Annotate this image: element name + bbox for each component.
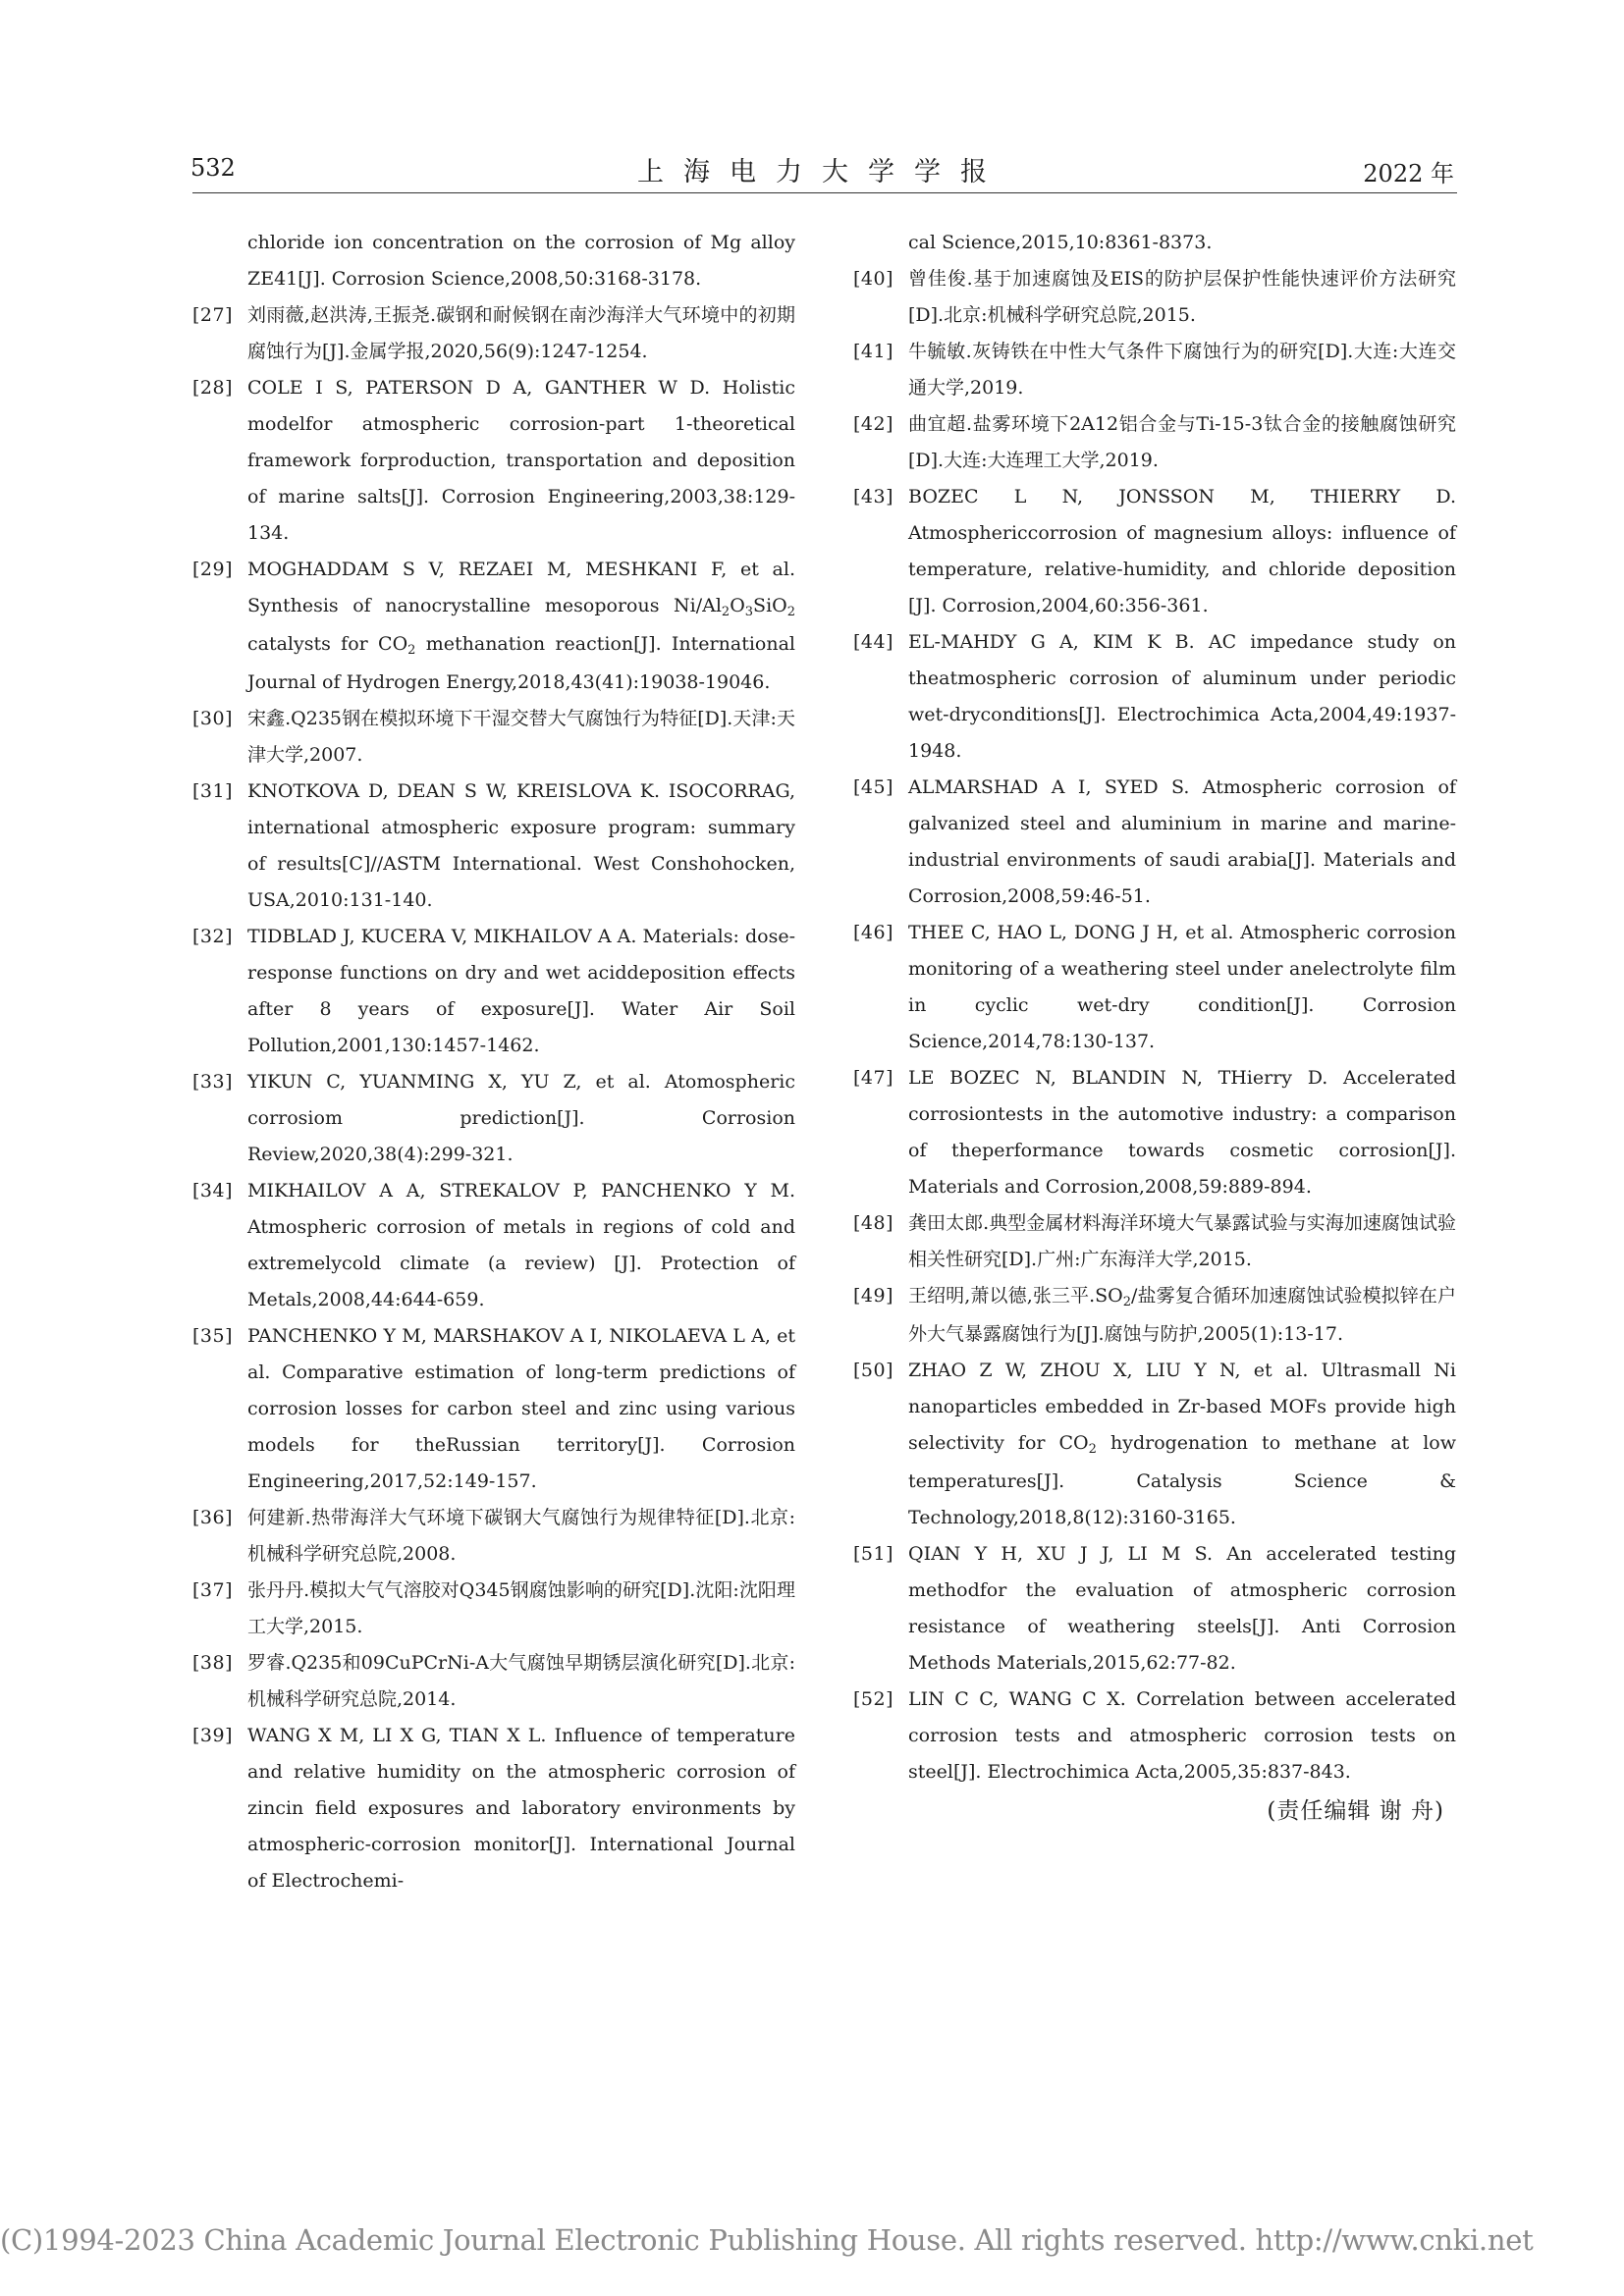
reference-segment: ZHAO Z W, ZHOU X, LIU Y N, et al. Ultrasmall Ni nanoparticles embedded in Zr-based MOFs provide high selectivity for CO (908, 1360, 1456, 1454)
reference-segment: 罗睿.Q235和09CuPCrNi-A大气腐蚀早期锈层演化研究[D].北京:机械科学研究总院,2014. (247, 1652, 795, 1710)
reference-segment: 何建新.热带海洋大气环境下碳钢大气腐蚀行为规律特征[D].北京:机械科学研究总院,2008. (247, 1507, 795, 1565)
reference-number: [31] (192, 780, 234, 802)
reference-number: [52] (853, 1688, 894, 1710)
reference-number: [38] (192, 1652, 234, 1674)
reference-number: [47] (853, 1067, 894, 1089)
journal-title: 上海电力大学学报 (637, 157, 1006, 187)
reference-text (908, 479, 1456, 624)
reference-text (908, 261, 1456, 334)
reference-entry (192, 370, 795, 552)
reference-segment: hydrogenation to methane at low temperatures[J]. Catalysis Science & Technology,2018,8(12):3160-3165. (908, 1432, 1456, 1528)
reference-text (908, 406, 1456, 479)
reference-segment: MIKHAILOV A A, STREKALOV P, PANCHENKO Y M. Atmospheric corrosion of metals in regions of cold and extremelycold climate (a review) [J]. Protection of Metals,2008,44:644-659. (247, 1180, 795, 1310)
reference-text (247, 1500, 795, 1573)
reference-number: [41] (853, 341, 894, 362)
reference-text (247, 1645, 795, 1718)
reference-segment: THEE C, HAO L, DONG J H, et al. Atmospheric corrosion monitoring of a weathering steel under anelectrolyte film in cyclic wet-dry condition[J]. Corrosion Science,2014,78:130-137. (908, 922, 1456, 1052)
reference-segment: /盐雾复合循环加速腐蚀试验模拟锌在户外大气暴露腐蚀行为[J].腐蚀与防护,2005(1):13-17. (908, 1285, 1456, 1345)
reference-text (247, 1718, 795, 1899)
reference-segment: EL-MAHDY G A, KIM K B. AC impedance study on theatmospheric corrosion of aluminum under periodic wet-dryconditions[J]. Electrochimica Acta,2004,49:1937-1948. (908, 631, 1456, 762)
reference-segment: YIKUN C, YUANMING X, YU Z, et al. Atomospheric corrosiom prediction[J]. Corrosion Review,2020,38(4):299-321. (247, 1071, 795, 1165)
reference-segment: methanation reaction[J]. International Journal of Hydrogen Energy,2018,43(41):19038-19046. (247, 633, 795, 693)
reference-entry (853, 624, 1456, 770)
subscript: 3 (744, 605, 754, 619)
reference-entry (853, 770, 1456, 915)
reference-entry (853, 1682, 1456, 1790)
reference-segment: LE BOZEC N, BLANDIN N, THierry D. Accelerated corrosiontests in the automotive industry: a comparison of theperformance towards cosmetic corrosion[J]. Materials and Corrosion,2008,59:889-894. (908, 1067, 1456, 1198)
reference-list (853, 261, 1456, 1790)
copyright-footer: (C)1994-2023 China Academic Journal Electronic Publishing House. All rights reserved. http://www.cnki.net (0, 2223, 1534, 2257)
reference-segment: 宋鑫.Q235钢在模拟环境下干湿交替大气腐蚀行为特征[D].天津:天津大学,2007. (247, 708, 795, 766)
reference-segment: WANG X M, LI X G, TIAN X L. Influence of temperature and relative humidity on the atmospheric corrosion of zincin field exposures and laboratory environments by atmospheric-corrosion monitor[J]. International Journal of Electrochemi- (247, 1725, 795, 1892)
reference-text (247, 297, 795, 370)
reference-segment: 曲宜超.盐雾环境下2A12铝合金与Ti-15-3钛合金的接触腐蚀研究[D].大连:大连理工大学,2019. (908, 413, 1456, 471)
subscript: 2 (721, 605, 731, 619)
publication-year: 2022 年 (1363, 160, 1454, 187)
reference-text (247, 919, 795, 1064)
reference-entry (192, 1318, 795, 1500)
reference-segment: 王绍明,萧以德,张三平.SO (908, 1285, 1123, 1307)
reference-text (908, 1682, 1456, 1790)
reference-text (247, 701, 795, 774)
reference-entry (192, 297, 795, 370)
reference-number: [48] (853, 1212, 894, 1234)
reference-entry (853, 1060, 1456, 1205)
reference-number: [35] (192, 1325, 234, 1347)
reference-number: [50] (853, 1360, 894, 1381)
reference-text (908, 770, 1456, 915)
reference-segment: 刘雨薇,赵洪涛,王振尧.碳钢和耐候钢在南沙海洋大气环境中的初期腐蚀行为[J].金属学报,2020,56(9):1247-1254. (247, 304, 795, 362)
reference-segment: COLE I S, PATERSON D A, GANTHER W D. Holistic modelfor atmospheric corrosion-part 1-theoretical framework forproduction, transportation and deposition of marine salts[J]. Corrosion Engineering,2003,38:129-134. (247, 377, 795, 544)
reference-continuation: cal Science,2015,10:8361-8373. (908, 232, 1213, 253)
reference-entry (192, 1173, 795, 1318)
reference-text (908, 1205, 1456, 1278)
reference-segment: BOZEC L N, JONSSON M, THIERRY D. Atmosphericcorrosion of magnesium alloys: influence of temperature, relative-humidity, and chloride deposition [J]. Corrosion,2004,60:356-361. (908, 486, 1456, 616)
reference-number: [28] (192, 377, 234, 399)
reference-entry (192, 1645, 795, 1718)
reference-text (247, 774, 795, 919)
reference-entry (853, 1205, 1456, 1278)
subscript: 2 (1122, 1295, 1132, 1309)
reference-number: [39] (192, 1725, 234, 1746)
reference-column-left (192, 225, 795, 1899)
reference-text (908, 915, 1456, 1060)
reference-segment: 曾佳俊.基于加速腐蚀及EIS的防护层保护性能快速评价方法研究[D].北京:机械科学研究总院,2015. (908, 268, 1456, 326)
reference-entry (192, 1500, 795, 1573)
reference-segment: TIDBLAD J, KUCERA V, MIKHAILOV A A. Materials: dose-response functions on dry and wet aciddeposition effects after 8 years of exposure[J]. Water Air Soil Pollution,2001,130:1457-1462. (247, 926, 795, 1056)
reference-entry (192, 1064, 795, 1173)
reference-number: [49] (853, 1285, 894, 1307)
reference-number: [30] (192, 708, 234, 729)
reference-number: [44] (853, 631, 894, 653)
reference-entry (192, 919, 795, 1064)
reference-text (908, 1278, 1456, 1353)
reference-text (247, 370, 795, 552)
reference-segment: SiO (753, 595, 787, 616)
reference-entry (853, 334, 1456, 406)
reference-segment: QIAN Y H, XU J J, LI M S. An accelerated testing methodfor the evaluation of atmospheric corrosion resistance of weathering steels[J]. Anti Corrosion Methods Materials,2015,62:77-82. (908, 1543, 1456, 1674)
responsible-editor: (责任编辑 谢 舟) (1267, 1798, 1444, 1824)
reference-segment: LIN C C, WANG C X. Correlation between accelerated corrosion tests and atmospheric corrosion tests on steel[J]. Electrochimica Acta,2005,35:837-843. (908, 1688, 1456, 1783)
reference-entry (853, 1278, 1456, 1353)
reference-text (247, 1064, 795, 1173)
reference-continuation: chloride ion concentration on the corrosion of Mg alloy ZE41[J]. Corrosion Science,2008,50:3168-3178. (247, 232, 795, 290)
reference-number: [37] (192, 1579, 234, 1601)
reference-segment: catalysts for CO (247, 633, 408, 655)
reference-text (908, 624, 1456, 770)
reference-number: [43] (853, 486, 894, 507)
reference-segment: 牛毓敏.灰铸铁在中性大气条件下腐蚀行为的研究[D].大连:大连交通大学,2019. (908, 341, 1456, 399)
reference-number: [34] (192, 1180, 234, 1201)
reference-entry (853, 406, 1456, 479)
reference-segment: MOGHADDAM S V, REZAEI M, MESHKANI F, et al. Synthesis of nanocrystalline mesoporous Ni/Al (247, 559, 795, 616)
reference-text (247, 552, 795, 701)
reference-entry (192, 774, 795, 919)
reference-number: [45] (853, 776, 894, 798)
reference-segment: KNOTKOVA D, DEAN S W, KREISLOVA K. ISOCORRAG, international atmospheric exposure program: summary of results[C]//ASTM International. West Conshohocken, USA,2010:131-140. (247, 780, 795, 911)
reference-text (247, 1573, 795, 1645)
reference-text (908, 1536, 1456, 1682)
reference-segment: 张丹丹.模拟大气气溶胶对Q345钢腐蚀影响的研究[D].沈阳:沈阳理工大学,2015. (247, 1579, 795, 1637)
reference-number: [33] (192, 1071, 234, 1093)
reference-text (908, 1060, 1456, 1205)
subscript: 2 (786, 605, 795, 619)
reference-number: [36] (192, 1507, 234, 1528)
reference-entry (192, 552, 795, 701)
reference-number: [29] (192, 559, 234, 580)
reference-number: [40] (853, 268, 894, 290)
reference-entry (853, 479, 1456, 624)
reference-column-right (853, 225, 1456, 1830)
reference-entry (853, 261, 1456, 334)
reference-text (247, 1318, 795, 1500)
reference-entry (853, 1536, 1456, 1682)
subscript: 2 (1088, 1442, 1097, 1457)
reference-segment: O (730, 595, 745, 616)
reference-entry (853, 915, 1456, 1060)
reference-number: [27] (192, 304, 234, 326)
reference-segment: PANCHENKO Y M, MARSHAKOV A I, NIKOLAEVA L A, et al. Comparative estimation of long-term predictions of corrosion losses for carbon steel and zinc using various models for theRussian territory[J]. Corrosion Engineering,2017,52:149-157. (247, 1325, 795, 1492)
reference-number: [46] (853, 922, 894, 943)
page-number: 532 (190, 154, 236, 182)
reference-entry (192, 1718, 795, 1899)
reference-entry (192, 701, 795, 774)
subscript: 2 (407, 643, 416, 658)
reference-text (247, 1173, 795, 1318)
reference-text (908, 1353, 1456, 1536)
reference-number: [32] (192, 926, 234, 947)
reference-list (192, 297, 795, 1899)
reference-entry (853, 1353, 1456, 1536)
reference-number: [51] (853, 1543, 894, 1565)
reference-segment: ALMARSHAD A I, SYED S. Atmospheric corrosion of galvanized steel and aluminium in marine and marine-industrial environments of saudi arabia[J]. Materials and Corrosion,2008,59:46-51. (908, 776, 1456, 907)
reference-text (908, 334, 1456, 406)
reference-entry (192, 1573, 795, 1645)
header-rule (192, 192, 1457, 193)
reference-number: [42] (853, 413, 894, 435)
reference-segment: 龚田太郎.典型金属材料海洋环境大气暴露试验与实海加速腐蚀试验相关性研究[D].广州:广东海洋大学,2015. (908, 1212, 1456, 1270)
